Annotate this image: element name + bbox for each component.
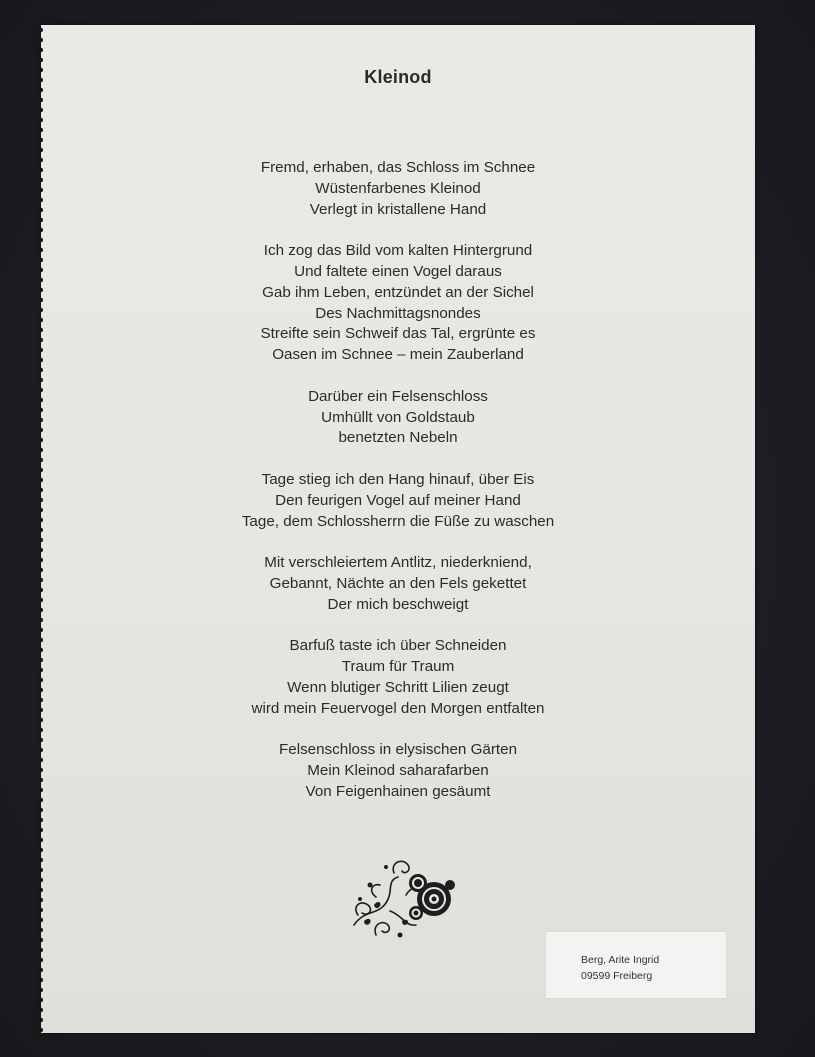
poem-line: Und faltete einen Vogel daraus <box>294 262 502 280</box>
poem-line: Verlegt in kristallene Hand <box>309 200 487 218</box>
poem-line: Oasen im Schnee – mein Zauberland <box>272 346 524 364</box>
poem-line: Gab ihm Leben, entzündet an der Sichel <box>262 283 534 301</box>
poem-line: Tage, dem Schlossherrn die Füße zu waschen <box>241 512 555 530</box>
poem-line: Umhüllt von Goldstaub <box>321 408 475 426</box>
poem-line: Des Nachmittagsnondes <box>315 304 481 322</box>
poem-stanza <box>41 387 755 449</box>
author-label <box>546 932 726 998</box>
poem-line: Mein Kleinod saharafarben <box>307 762 489 780</box>
poem-stanza <box>41 740 755 802</box>
poem-stanza <box>41 553 755 615</box>
poem-stanza <box>41 241 755 366</box>
poem-body <box>41 158 755 824</box>
poem-line: benetzten Nebeln <box>338 429 458 447</box>
poem-line: Gebannt, Nächte an den Fels gekettet <box>269 574 527 592</box>
poem-line: Wüstenfarbenes Kleinod <box>315 179 481 197</box>
poem-line: Der mich beschweigt <box>327 595 469 613</box>
poem-stanza <box>41 158 755 220</box>
poem-line: Tage stieg ich den Hang hinauf, über Eis <box>261 470 535 488</box>
poem-sheet <box>41 25 755 1033</box>
poem-line: Fremd, erhaben, das Schloss im Schnee <box>260 159 536 176</box>
poem-line: Streifte sein Schweif das Tal, ergrünte es <box>260 325 536 343</box>
poem-title: Kleinod <box>364 67 432 87</box>
swirl-flourish-icon <box>346 855 464 941</box>
poem-line: Den feurigen Vogel auf meiner Hand <box>275 491 521 509</box>
poem-stanza <box>41 636 755 719</box>
poem-line: Wenn blutiger Schritt Lilien zeugt <box>287 678 509 696</box>
poem-line: Felsenschloss in elysischen Gärten <box>278 741 518 759</box>
poem-line: wird mein Feuervogel den Morgen entfalten <box>251 699 545 717</box>
author-city: 09599 Freiberg <box>581 970 653 982</box>
author-name: Berg, Arite Ingrid <box>581 954 660 966</box>
poem-line: Darüber ein Felsenschloss <box>308 387 488 405</box>
poem-line: Von Feigenhainen gesäumt <box>305 782 491 800</box>
poem-line: Barfuß taste ich über Schneiden <box>289 637 507 655</box>
poem-stanza <box>41 470 755 532</box>
poem-line: Ich zog das Bild vom kalten Hintergrund <box>263 242 533 260</box>
poem-line: Traum für Traum <box>341 658 455 676</box>
poem-line: Mit verschleiertem Antlitz, niederkniend, <box>264 554 532 572</box>
